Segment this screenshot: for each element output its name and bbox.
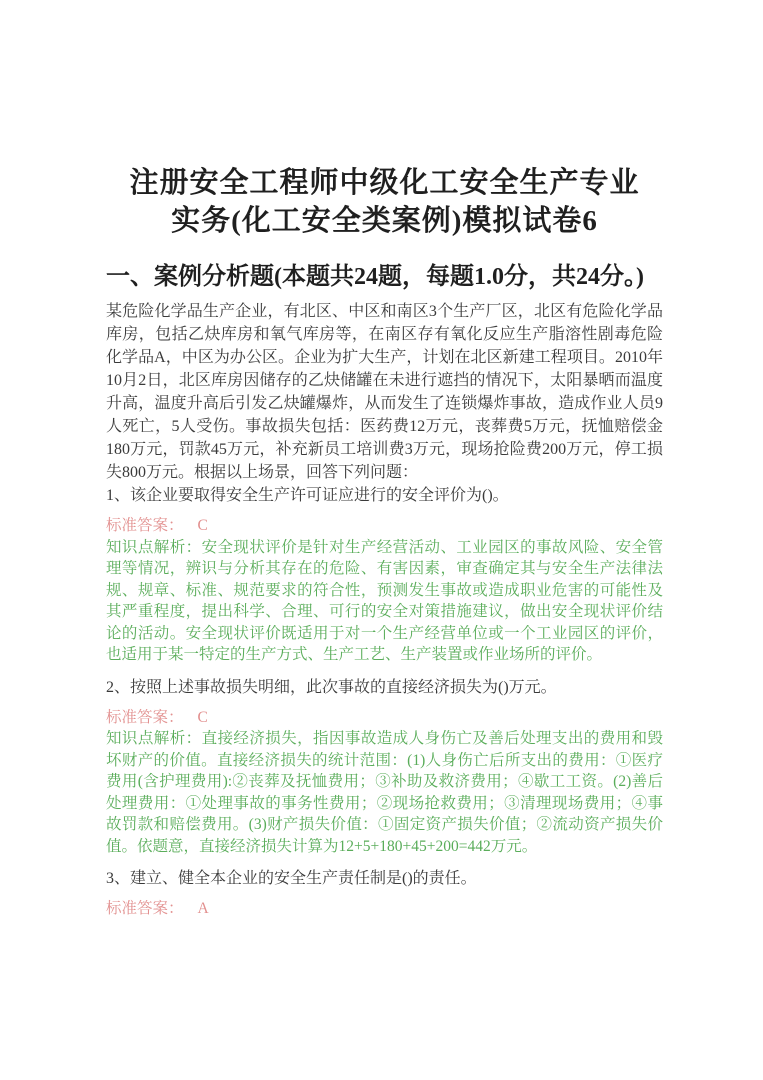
answer-value-2: C [197,708,208,726]
explanation-label-1: 知识点解析： [106,538,202,556]
answer-line-1 [106,515,663,537]
question-1-number: 1、 [106,487,131,504]
explanation-1 [106,537,663,666]
answer-value-1: C [197,517,208,534]
answer-line-3 [106,898,663,920]
answer-label-2: 标准答案： [106,708,184,726]
case-background: 某危险化学品生产企业，有北区、中区和南区3个生产厂区，北区有危险化学品库房，包括乙炔库房和氧气库房等，在南区存有氧化反应生产脂溶性剧毒危险化学品A，中区为办公区。企业为扩大生产，计划在北区新建工程项目。2010年10月2日，北区库房因储存的乙炔储罐在未进行遮挡的情况下，太阳暴晒而温度升高，温度升高后引发乙炔罐爆炸，从而发生了连锁爆炸事故，造成作业人员9人死亡，5人受伤。事故损失包括：医药费12万元，丧葬费5万元，抚恤赔偿金180万元，罚款45万元，补充新员工培训费3万元，现场抢险费200万元，停工损失800万元。根据以上场景，回答下列问题： [106,303,663,481]
section-heading: 一、案例分析题(本题共24题，每题1.0分，共24分。) [106,264,644,290]
question-2 [106,676,663,699]
question-3-number: 3、 [106,870,131,887]
question-3 [106,867,663,890]
document-title-line-1: 注册安全工程师中级化工安全生产专业 [129,167,640,199]
document-title [106,164,663,240]
question-1-text: 该企业要取得安全生产许可证应进行的安全评价为()。 [130,487,509,504]
explanation-label-2: 知识点解析： [106,730,202,747]
answer-line-2 [106,707,663,729]
question-2-number: 2、 [106,678,131,696]
explanation-text-2: 直接经济损失，指因事故造成人身伤亡及善后处理支出的费用和毁坏财产的价值。直接经济损失的统计范围：(1)人身伤亡后所支出的费用：①医疗费用(含护理费用):②丧葬及抚恤费用；③补助及救济费用；④歇工工资。(2)善后处理费用：①处理事故的事务性费用；②现场抢救费用；③清理现场费用；④事故罚款和赔偿费用。(3)财产损失价值：①固定资产损失价值；②流动资产损失价值。依题意，直接经济损失计算为12+5+180+45+200=442万元。 [106,730,663,855]
question-2-text: 按照上述事故损失明细，此次事故的直接经济损失为()万元。 [130,678,557,696]
question-3-text: 建立、健全本企业的安全生产责任制是()的责任。 [130,870,477,887]
answer-value-3: A [197,900,209,917]
question-1 [106,484,663,507]
answer-label-3: 标准答案： [106,900,184,917]
document-title-line-2: 实务(化工安全类案例)模拟试卷6 [171,205,598,237]
explanation-text-1: 安全现状评价是针对生产经营活动、工业园区的事故风险、安全管理等情况，辨识与分析其存在的危险、有害因素，审查确定其与安全生产法律法规、规章、标准、规范要求的符合性，预测发生事故或造成职业危害的可能性及其严重程度，提出科学、合理、可行的安全对策措施建议，做出安全现状评价结论的活动。安全现状评价既适用于对一个生产经营单位或一个工业园区的评价，也适用于某一特定的生产方式、生产工艺、生产装置或作业场所的评价。 [106,538,663,663]
explanation-2 [106,728,663,857]
answer-label-1: 标准答案： [106,517,184,534]
